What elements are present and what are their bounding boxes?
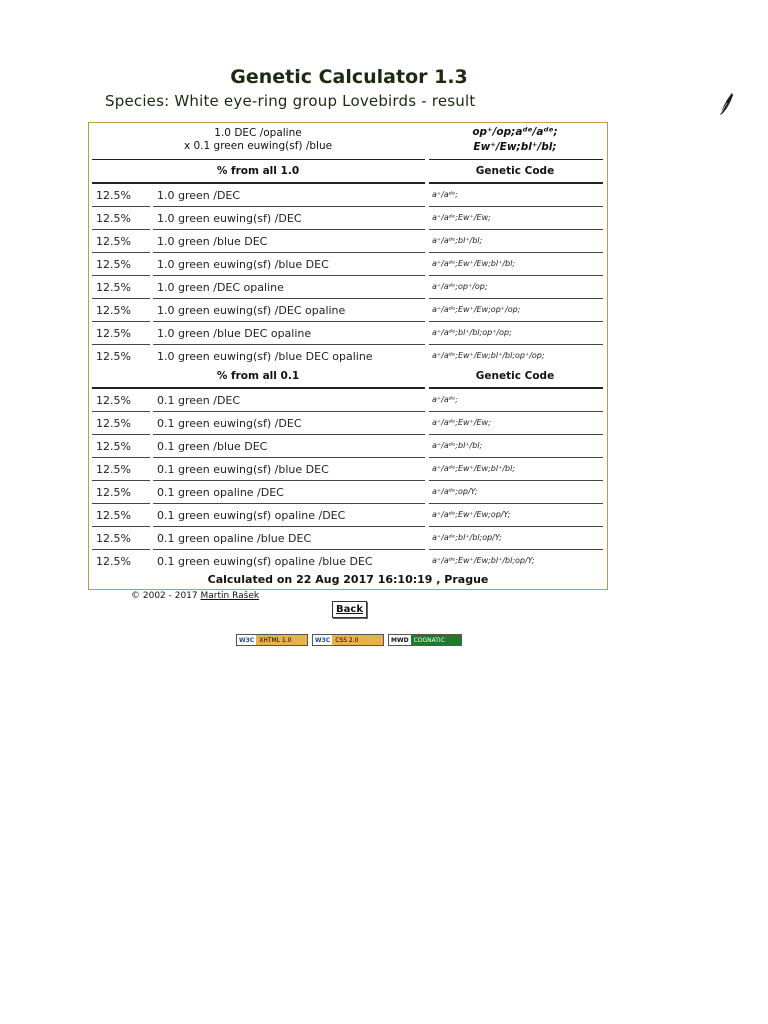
row-genetic-code: a⁺/aᵈᵉ;op/Y; [432,487,478,496]
table-row [89,412,607,435]
row-percentage: 12.5% [96,212,131,225]
page-subtitle: Species: White eye-ring group Lovebirds - result [105,92,476,110]
table-row [89,299,607,322]
row-description: 0.1 green euwing(sf) /DEC [157,417,302,430]
row-genetic-code: a⁺/aᵈᵉ;Ew⁺/Ew; [432,213,491,222]
row-genetic-code: a⁺/aᵈᵉ;bl⁺/bl; [432,236,483,245]
row-description: 0.1 green /blue DEC [157,440,268,453]
mwd-logo-icon: MWD [391,637,409,644]
table-row [89,207,607,230]
row-percentage: 12.5% [96,509,131,522]
css-valid-badge[interactable] [312,634,384,646]
badge-label: XHTML 1.0 [256,635,307,645]
genetic-summary-line2: Ew⁺/Ew;bl⁺/bl; [473,141,557,153]
table-row [89,230,607,253]
row-percentage: 12.5% [96,394,131,407]
table-row [89,550,607,573]
row-percentage: 12.5% [96,417,131,430]
row-description: 1.0 green euwing(sf) /DEC opaline [157,304,346,317]
table-row [89,389,607,412]
row-genetic-code: a⁺/aᵈᵉ;op⁺/op; [432,282,488,291]
copyright [131,591,259,601]
row-percentage: 12.5% [96,555,131,568]
w3c-logo-icon: W3C [315,637,331,644]
copyright-years: © 2002 - 2017 [131,591,198,601]
row-description: 0.1 green euwing(sf) /blue DEC [157,463,329,476]
row-description: 1.0 green euwing(sf) /blue DEC [157,258,329,271]
row-genetic-code: a⁺/aᵈᵉ;Ew⁺/Ew;bl⁺/bl; [432,464,516,473]
section-code-label-female: Genetic Code [475,370,555,382]
page-title: Genetic Calculator 1.3 [230,66,468,88]
table-row [89,481,607,504]
parents-cross [89,127,427,153]
section-label-male: % from all 1.0 [216,165,300,177]
row-genetic-code: a⁺/aᵈᵉ;bl⁺/bl;op⁺/op; [432,328,512,337]
table-row [89,435,607,458]
cognatic-badge[interactable] [388,634,462,646]
table-row [89,504,607,527]
calculation-timestamp: Calculated on 22 Aug 2017 16:10:19 , Prague [207,573,489,586]
row-genetic-code: a⁺/aᵈᵉ;Ew⁺/Ew;bl⁺/bl;op⁺/op; [432,351,545,360]
row-percentage: 12.5% [96,281,131,294]
table-row [89,527,607,550]
row-description: 0.1 green opaline /blue DEC [157,532,312,545]
row-genetic-code: a⁺/aᵈᵉ;bl⁺/bl;op/Y; [432,533,502,542]
row-description: 0.1 green euwing(sf) opaline /DEC [157,509,346,522]
genetic-summary [427,125,603,155]
row-percentage: 12.5% [96,463,131,476]
author-link[interactable]: Martin Rašek [200,591,260,601]
row-percentage: 12.5% [96,235,131,248]
row-description: 1.0 green euwing(sf) /blue DEC opaline [157,350,373,363]
row-percentage: 12.5% [96,258,131,271]
table-row [89,345,607,368]
row-percentage: 12.5% [96,440,131,453]
row-genetic-code: a⁺/aᵈᵉ; [432,190,458,199]
section-code-label-male: Genetic Code [475,165,555,177]
badge-label: COGNATIC [411,635,461,645]
parent-female: x 0.1 green euwing(sf) /blue [183,140,333,152]
row-genetic-code: a⁺/aᵈᵉ;Ew⁺/Ew;op/Y; [432,510,511,519]
row-percentage: 12.5% [96,486,131,499]
divider [92,159,425,160]
xhtml-valid-badge[interactable] [236,634,308,646]
table-row [89,458,607,481]
table-row [89,253,607,276]
w3c-logo-icon: W3C [239,637,255,644]
row-description: 0.1 green /DEC [157,394,241,407]
result-table [88,122,608,590]
row-genetic-code: a⁺/aᵈᵉ;Ew⁺/Ew;bl⁺/bl; [432,259,516,268]
row-percentage: 12.5% [96,189,131,202]
row-percentage: 12.5% [96,327,131,340]
divider [429,159,603,160]
feather-icon [718,92,736,116]
row-genetic-code: a⁺/aᵈᵉ;bl⁺/bl; [432,441,483,450]
row-description: 1.0 green /DEC [157,189,241,202]
row-percentage: 12.5% [96,532,131,545]
row-description: 0.1 green euwing(sf) opaline /blue DEC [157,555,373,568]
row-genetic-code: a⁺/aᵈᵉ;Ew⁺/Ew;bl⁺/bl;op/Y; [432,556,535,565]
row-description: 1.0 green /DEC opaline [157,281,284,294]
table-row [89,184,607,207]
row-description: 1.0 green /blue DEC [157,235,268,248]
row-description: 0.1 green opaline /DEC [157,486,284,499]
genetic-summary-line1: op⁺/op;aᵈᵉ/aᵈᵉ; [472,126,558,138]
row-genetic-code: a⁺/aᵈᵉ;Ew⁺/Ew;op⁺/op; [432,305,521,314]
table-row [89,322,607,345]
table-row [89,276,607,299]
section-label-female: % from all 0.1 [216,370,300,382]
row-description: 1.0 green /blue DEC opaline [157,327,312,340]
parent-male: 1.0 DEC /opaline [214,127,302,139]
row-description: 1.0 green euwing(sf) /DEC [157,212,302,225]
back-button[interactable]: Back [332,601,367,618]
row-genetic-code: a⁺/aᵈᵉ;Ew⁺/Ew; [432,418,491,427]
badge-label: CSS 2.0 [332,635,383,645]
row-percentage: 12.5% [96,304,131,317]
row-percentage: 12.5% [96,350,131,363]
row-genetic-code: a⁺/aᵈᵉ; [432,395,458,404]
